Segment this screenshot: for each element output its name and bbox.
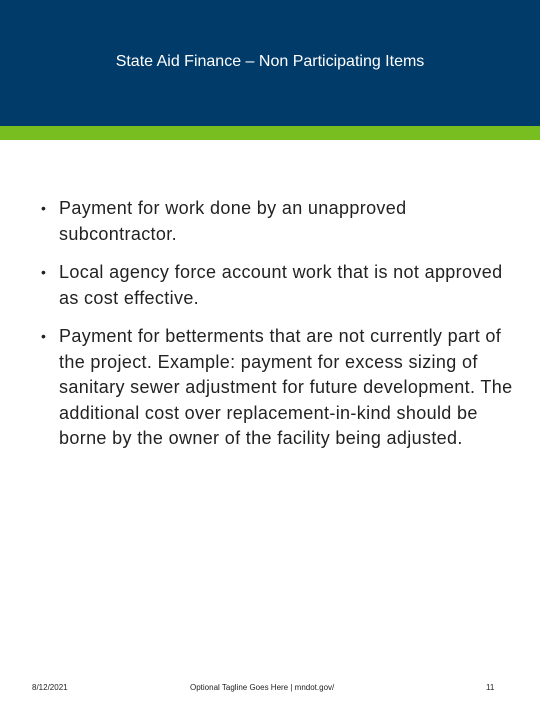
slide-title: State Aid Finance – Non Participating Items xyxy=(115,53,425,70)
page-number: 11 xyxy=(486,683,495,692)
footer-date: 8/12/2021 xyxy=(32,683,68,692)
bullet-text: Payment for betterments that are not currently part of the project. Example: payment for excess sizing of sanitary sewer adjustment for future development. The additional cost over replacement-in-kind should be borne by the owner of the facility being adjusted. xyxy=(59,326,513,448)
bullet-dot-icon: • xyxy=(41,264,47,280)
bullet-item xyxy=(36,196,516,247)
footer-tagline: Optional Tagline Goes Here | mndot.gov/ xyxy=(190,683,335,692)
bullet-text: Payment for work done by an unapproved subcontractor. xyxy=(59,198,407,244)
bullet-item xyxy=(36,324,516,452)
accent-bar xyxy=(0,126,540,140)
bullet-dot-icon: • xyxy=(41,200,47,216)
bullet-item xyxy=(36,260,516,311)
bullet-text: Local agency force account work that is not approved as cost effective. xyxy=(59,262,503,308)
bullet-dot-icon: • xyxy=(41,328,47,344)
bullet-list xyxy=(36,196,516,465)
